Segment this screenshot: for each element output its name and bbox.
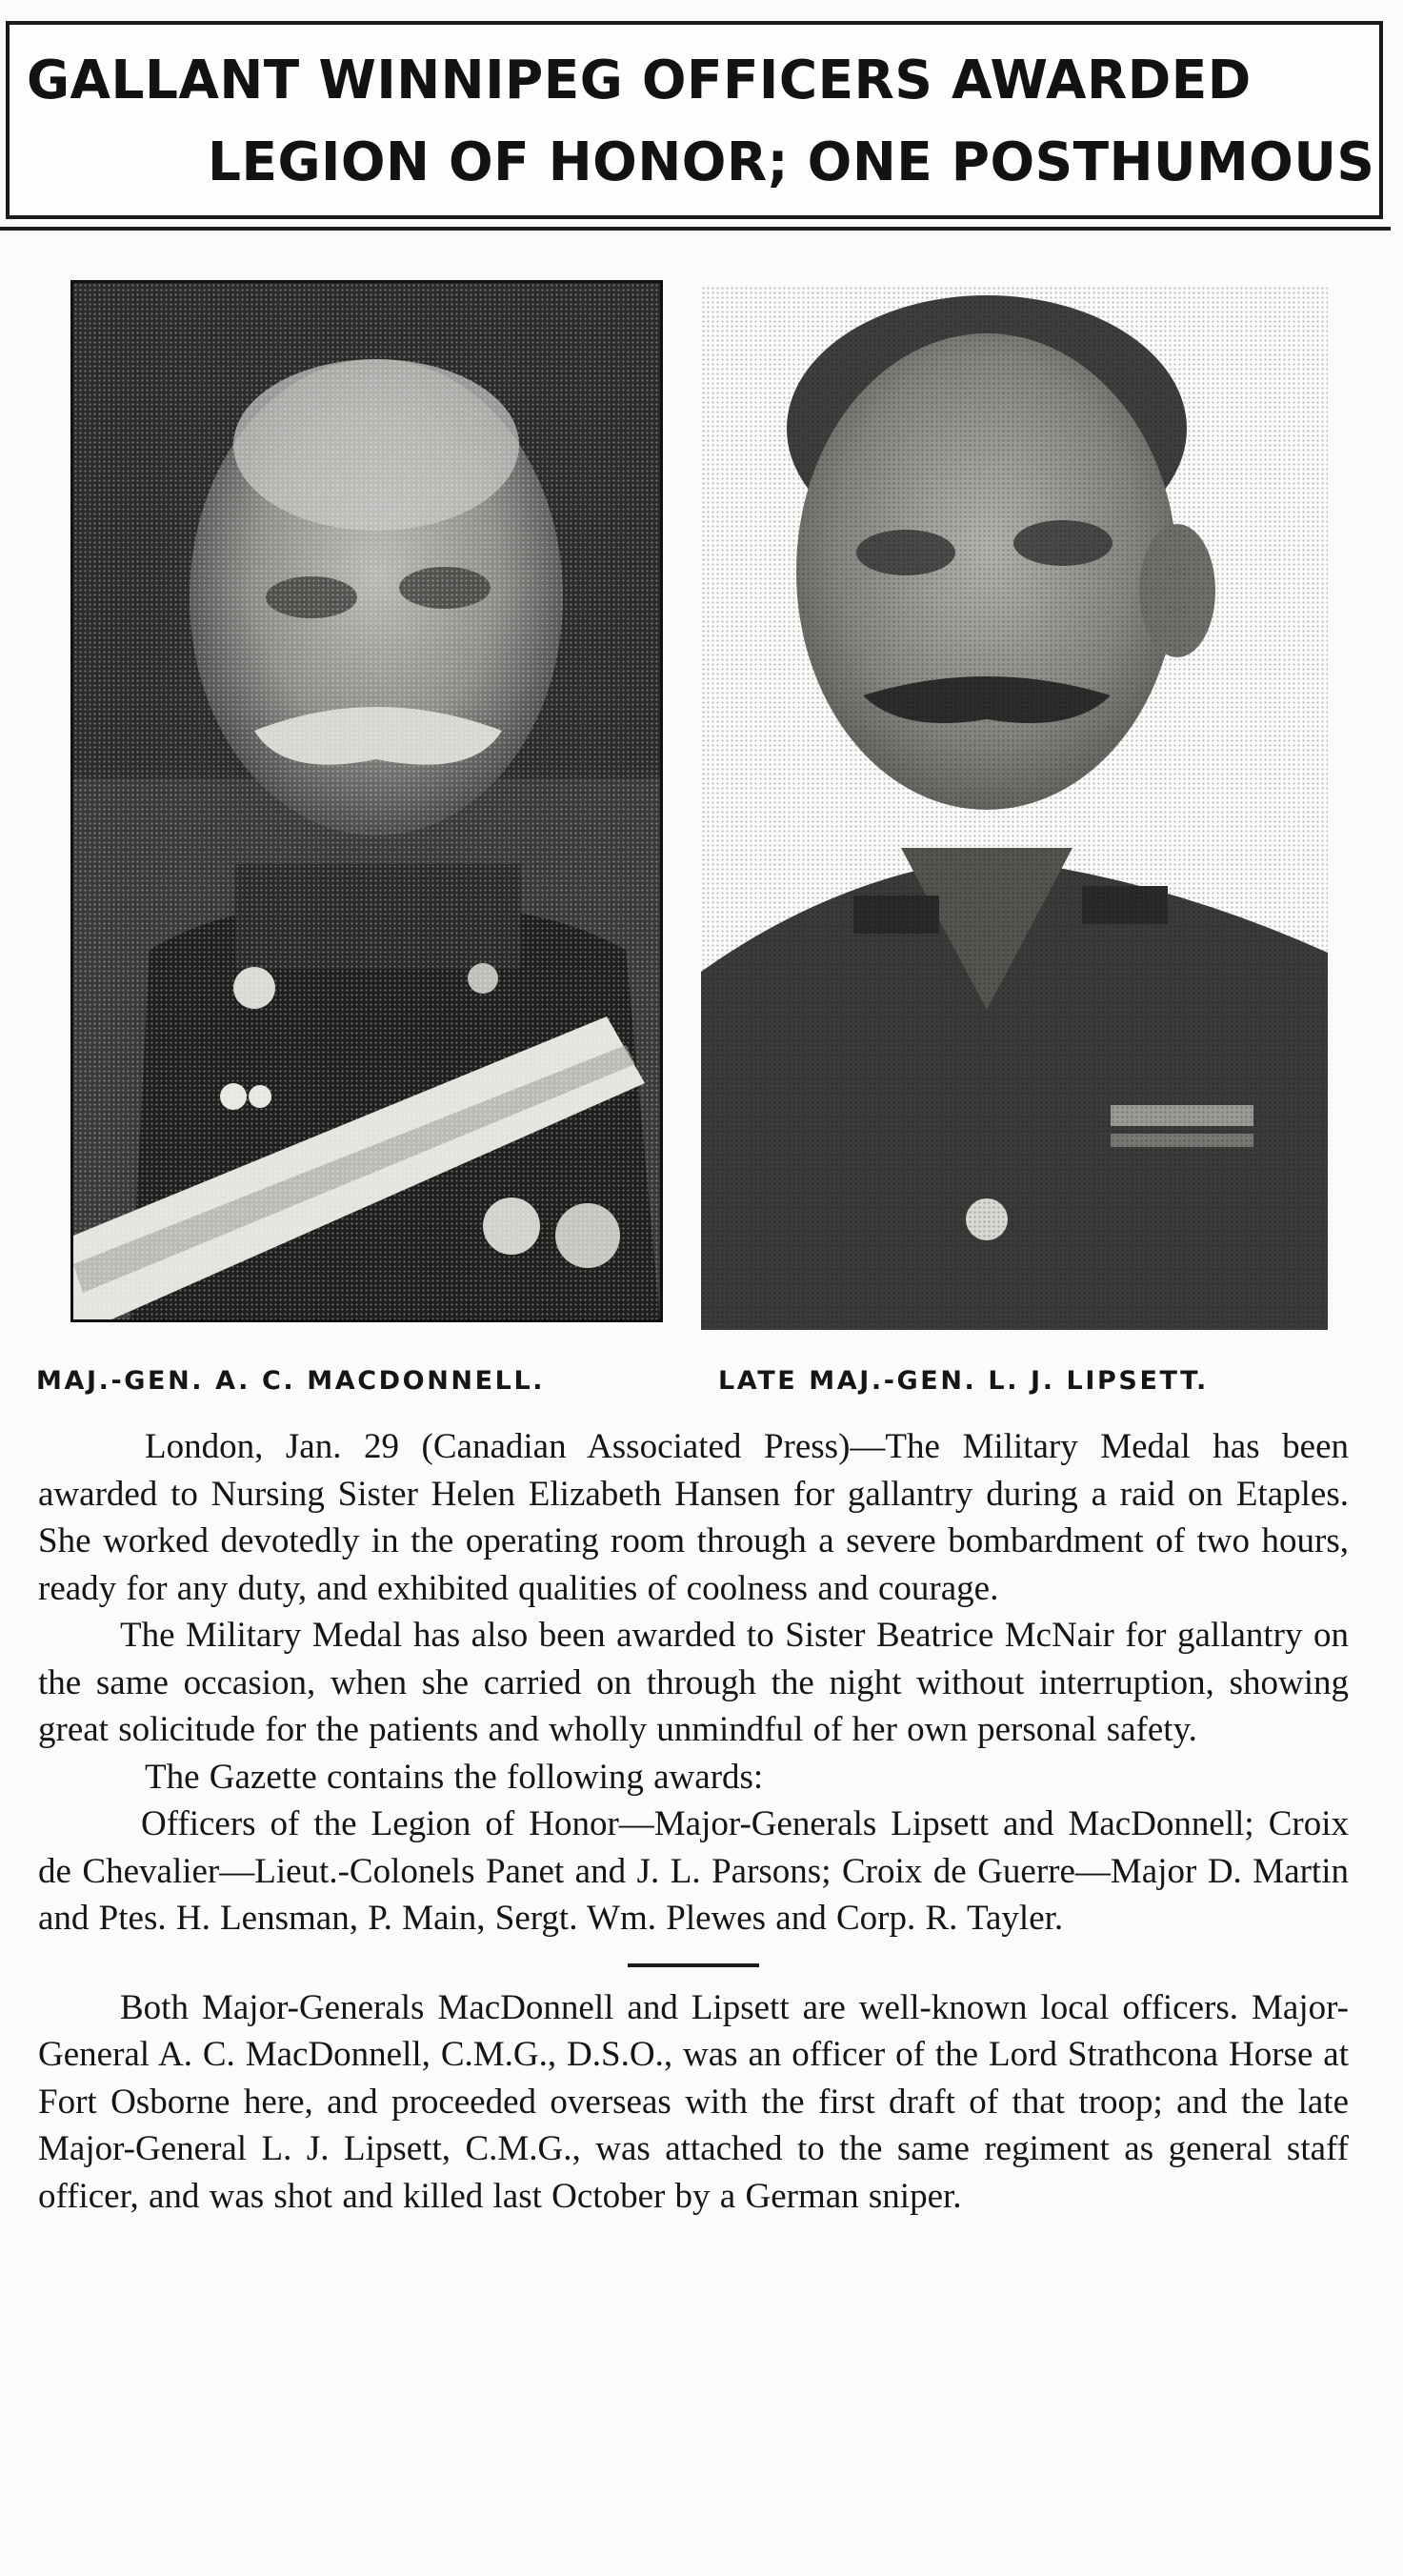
- article-paragraph-2: The Military Medal has also been awarded to Sister Beatrice McNair for gallantry on the same occasion, when she carried on through the night without interruption, showing great solicitude for the patients and wholly unmindful of her own personal safety.: [38, 1616, 1349, 1749]
- section-divider: [628, 1963, 759, 1967]
- headline-underline-rule: [0, 227, 1391, 231]
- article-paragraph-4: Both Major-Generals MacDonnell and Lipsett are well-known local officers. Major-General A. C. MacDonnell, C.M.G., D.S.O., was an officer of the Lord Strathcona Horse at Fort Osborne here, and proceeded overseas with the first draft of that troop; and the late Major-General L. J. Lipsett, C.M.G., was attached to the same regiment as general staff officer, and was shot and killed last October by a German sniper.: [38, 1987, 1349, 2216]
- article-paragraph-awards: Officers of the Legion of Honor—Major-Generals Lipsett and MacDonnell; Croix de Chevalier—Lieut.-Colonels Panet and J. L. Parsons; Croix de Guerre—Major D. Martin and Ptes. H. Lensman, P. Main, Sergt. Wm. Plewes and Corp. R. Tayler.: [38, 1804, 1349, 1938]
- portrait-macdonnell: [70, 280, 663, 1322]
- portrait-lipsett: [701, 286, 1328, 1330]
- caption-lipsett: LATE MAJ.-GEN. L. J. LIPSETT.: [718, 1366, 1209, 1396]
- headline-line-1: GALLANT WINNIPEG OFFICERS AWARDED: [27, 50, 1252, 111]
- article-paragraph-1: London, Jan. 29 (Canadian Associated Press)—The Military Medal has been awarded to Nursing Sister Helen Elizabeth Hansen for gallantry during a raid on Etaples. She worked devotedly in the operating room through a severe bombardment of two hours, ready for any duty, and exhibited qualities of coolness and courage.: [38, 1427, 1349, 1608]
- article-body: [38, 1423, 1349, 2220]
- article-paragraph-3: The Gazette contains the following awards:: [145, 1757, 764, 1797]
- caption-macdonnell: MAJ.-GEN. A. C. MACDONNELL.: [36, 1366, 546, 1396]
- headline-line-2: LEGION OF HONOR; ONE POSTHUMOUS: [208, 131, 1375, 193]
